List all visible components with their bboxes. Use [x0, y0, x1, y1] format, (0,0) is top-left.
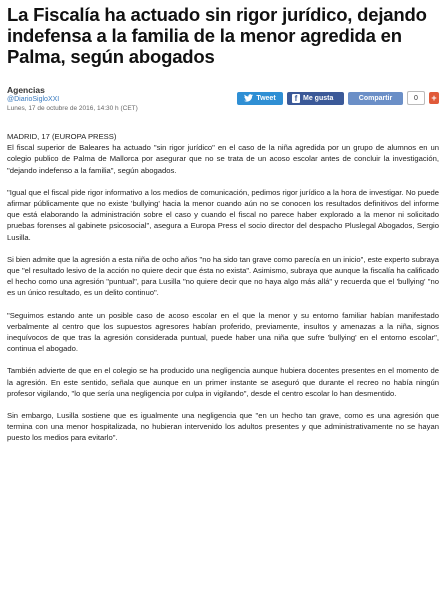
byline-row: [7, 85, 439, 125]
paragraph: "Igual que el fiscal pide rigor informativo a los medios de comunicación, pedimos rigor jurídico a la hora de investigar. No puede afirmar públicamente que no existe 'bullying' hacia la menor cuando aún no se conocen los resultados definitivos del informe que está elaborando la administración sobre el caso y cuando el fiscal no parece haber explorado a la menor ni solicitado pruebas forenses al gabinete psicosocial", asegura a Europa Press el socio director del despacho Pluslegal Abogados, Sergio Lusilla.: [7, 187, 439, 242]
share-label: Compartir: [358, 94, 393, 102]
paragraph: También advierte de que en el colegio se ha producido una negligencia aunque hubiera docentes presentes en el momento de la agresión. En este sentido, señala que aunque en un primer instante se aseguró que durante el recreo no había ningún profesor vigilando, "lo que sería una negligencia por culpa in vigilando", desde el centro escolar lo han desmentido.: [7, 366, 439, 398]
facebook-icon: f: [292, 94, 300, 103]
article-body: [7, 131, 439, 444]
headline: La Fiscalía ha actuado sin rigor jurídico, dejando indefensa a la familia de la menor agredida en Palma, según abogados: [7, 4, 427, 67]
tweet-label: Tweet: [256, 94, 276, 102]
plus-share-button[interactable]: +: [429, 92, 439, 104]
paragraph: Si bien admite que la agresión a esta niña de ocho años "no ha sido tan grave como parecía en un inicio", este experto subraya que "el resultado lesivo de la acción no quiere decir que ésta no exista". Asimismo, subraya que aunque la fiscalía ha calificado el hecho como una agresión "puntual", para Lusilla "no quiere decir que no haya algo más allá" y recuerda que el 'bullying' "no es un único resultado, es un delito continuo".: [7, 254, 439, 298]
dateline: MADRID, 17 (EUROPA PRESS): [7, 132, 117, 141]
paragraph: "Seguimos estando ante un posible caso de acoso escolar en el que la menor y su entorno familiar habían manifestado verbalmente al centro que los supuestos agresores habían proferido, previamente, insultos y amenazas a la niña, signos inequívocos de que tras la agresión considerada puntual, puede haber una niña que sufre 'bullying' en el entorno escolar", continua el abogado.: [7, 310, 439, 354]
author-name[interactable]: Agencias: [7, 85, 45, 95]
publish-date: Lunes, 17 de octubre de 2016, 14:30 h (CET): [7, 105, 138, 112]
tweet-button[interactable]: [237, 92, 283, 105]
facebook-like-button[interactable]: [287, 92, 344, 105]
share-button[interactable]: [348, 92, 403, 105]
paragraph: Sin embargo, Lusilla sostiene que es igualmente una negligencia que "en un hecho tan grave, como es una agresión que termina con una menor hospitalizada, no hubieran intervenido los adultos presentes y que administrativamente no se hayan puesto los medios para evitarlo".: [7, 411, 439, 443]
twitter-bird-icon: [244, 94, 253, 102]
share-bar: [237, 91, 439, 105]
share-count: 0: [407, 91, 425, 105]
author-handle[interactable]: @DiarioSigloXXI: [7, 96, 60, 103]
paragraph: El fiscal superior de Baleares ha actuado "sin rigor jurídico" en el caso de la niña agredida por un grupo de alumnos en un colegio publico de Palma de Mallorca por asegurar que no se trata de un acoso escolar antes de concluir la investigación, "dejando indefenso a la familia", según abogados.: [7, 143, 439, 175]
facebook-like-label: Me gusta: [303, 94, 334, 102]
